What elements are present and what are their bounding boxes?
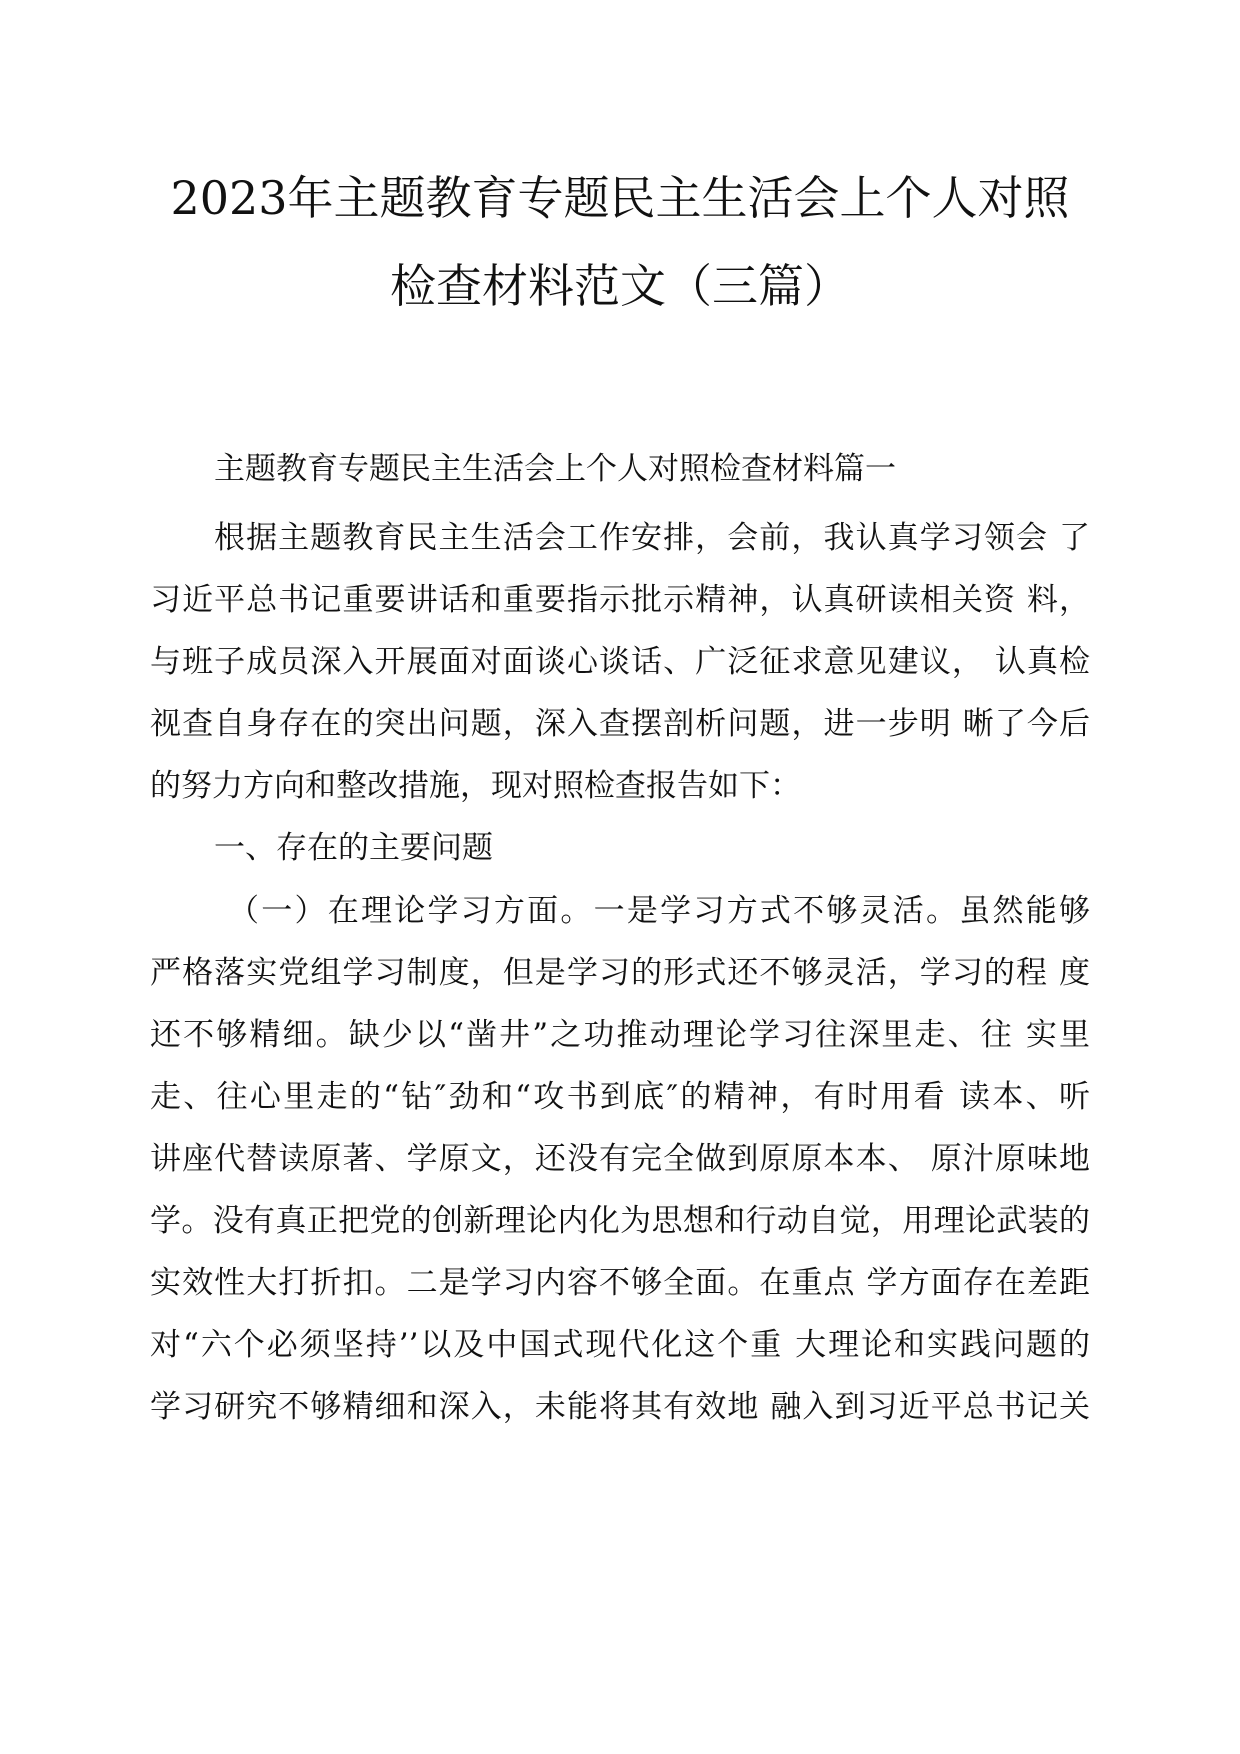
- document-title-line-1: 2023年主题教育专题民主生活会上个人对照: [170, 171, 1070, 225]
- paragraph-1-line: 的努力方向和整改措施，现对照检查报告如下：: [150, 768, 801, 804]
- paragraph-2-line: 学习研究不够精细和深入，未能将其有效地 融入到习近平总书记关: [150, 1389, 1090, 1425]
- paragraph-2-line: 学。没有真正把党的创新理论内化为思想和行动自觉，用理论武装的: [150, 1203, 1090, 1239]
- paragraph-1-line: 习近平总书记重要讲话和重要指示批示精神，认真研读相关资 料，: [150, 582, 1090, 618]
- paragraph-1-line: 与班子成员深入开展面对面谈心谈话、广泛征求意见建议， 认真检: [150, 644, 1090, 680]
- paragraph-2-line: 还不够精细。缺少以“凿井”之功推动理论学习往深里走、往 实里: [150, 1017, 1090, 1053]
- document-subheading: 主题教育专题民主生活会上个人对照检查材料篇一: [214, 451, 896, 487]
- paragraph-1-line: 根据主题教育民主生活会工作安排，会前，我认真学习领会 了: [214, 520, 1090, 556]
- paragraph-2-line: （一）在理论学习方面。一是学习方式不够灵活。虽然能够: [228, 893, 1090, 929]
- paragraph-2-line: 走、往心里走的“钻″劲和“攻书到底″的精神，有时用看 读本、听: [150, 1079, 1090, 1115]
- section-heading: 一、存在的主要问题: [214, 830, 493, 866]
- document-title-line-2: 检查材料范文（三篇）: [390, 259, 850, 313]
- paragraph-2-line: 实效性大打折扣。二是学习内容不够全面。在重点 学方面存在差距: [150, 1265, 1090, 1301]
- paragraph-2-line: 严格落实党组学习制度，但是学习的形式还不够灵活，学习的程 度: [150, 955, 1090, 991]
- paragraph-2-line: 讲座代替读原著、学原文，还没有完全做到原原本本、 原汁原味地: [150, 1141, 1090, 1177]
- paragraph-2-line: 对“六个必须坚持’’以及中国式现代化这个重 大理论和实践问题的: [150, 1327, 1090, 1363]
- paragraph-1-line: 视查自身存在的突出问题，深入查摆剖析问题，进一步明 晰了今后: [150, 706, 1090, 742]
